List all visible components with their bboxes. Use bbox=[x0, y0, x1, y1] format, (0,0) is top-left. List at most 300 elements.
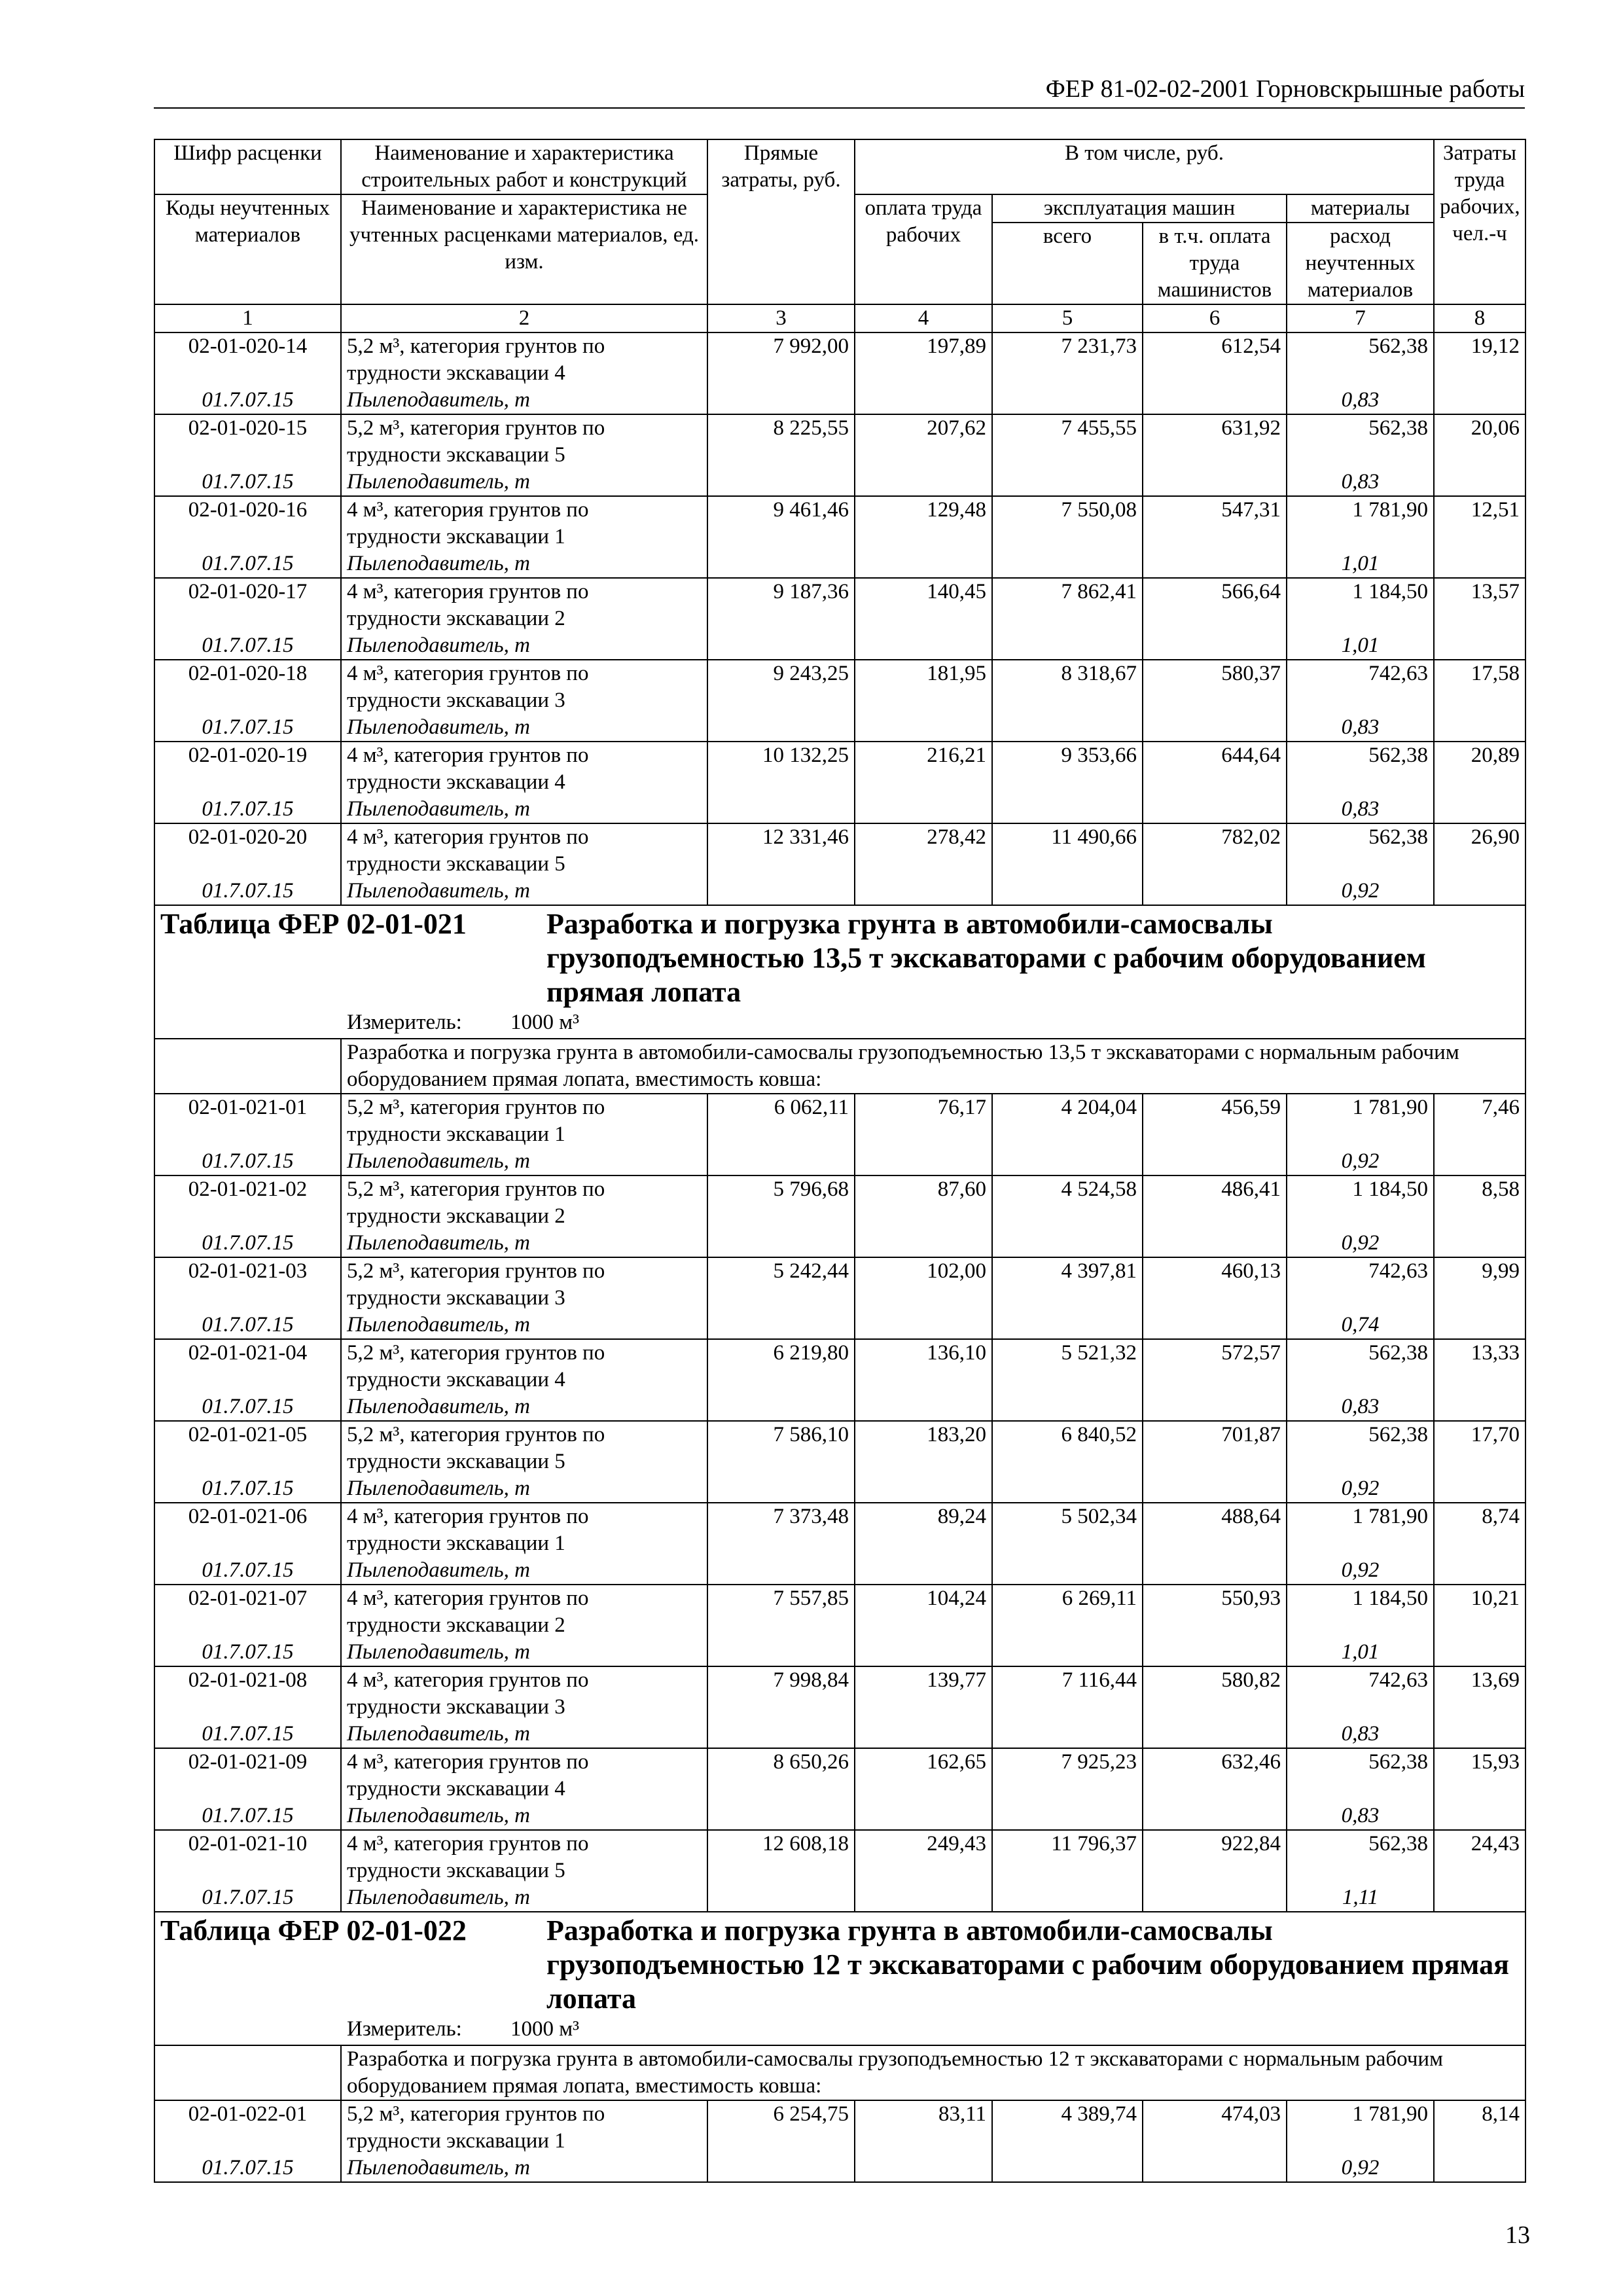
material-code: 01.7.07.15 bbox=[154, 1803, 341, 1830]
col1-top: Шифр расценки bbox=[154, 139, 341, 194]
material-code: 01.7.07.15 bbox=[154, 878, 341, 905]
rate-description bbox=[341, 823, 707, 878]
materials-cost: 1 184,50 bbox=[1287, 578, 1434, 632]
empty-cell bbox=[1143, 714, 1287, 742]
materials-cost: 562,38 bbox=[1287, 1421, 1434, 1475]
empty-cell bbox=[707, 1475, 855, 1503]
machine-cost: 7 925,23 bbox=[992, 1748, 1143, 1803]
material-name: Пылеподавитель, т bbox=[341, 1721, 707, 1748]
rate-code: 02-01-021-02 bbox=[154, 1175, 341, 1230]
empty-cell bbox=[855, 1803, 992, 1830]
materials-cost: 1 184,50 bbox=[1287, 1175, 1434, 1230]
material-code: 01.7.07.15 bbox=[154, 714, 341, 742]
table-title-cell bbox=[154, 1912, 1525, 2045]
machine-operator-cost: 488,64 bbox=[1143, 1503, 1287, 1557]
material-code: 01.7.07.15 bbox=[154, 1639, 341, 1666]
labor-cost: 249,43 bbox=[855, 1830, 992, 1884]
empty-cell bbox=[707, 714, 855, 742]
measure-value: 1000 м³ bbox=[510, 1011, 580, 1034]
empty-cell bbox=[1434, 1475, 1525, 1503]
rate-description bbox=[341, 1094, 707, 1148]
rate-description-line1: 4 м³, категория грунтов по bbox=[347, 580, 589, 603]
column-number: 3 bbox=[707, 304, 855, 332]
col5-header: всего bbox=[992, 223, 1143, 304]
rate-row bbox=[154, 1175, 1525, 1230]
material-row bbox=[154, 878, 1525, 905]
rate-description-line2: трудности экскавации 5 bbox=[347, 443, 565, 467]
column-number: 4 bbox=[855, 304, 992, 332]
rate-description-line2: трудности экскавации 3 bbox=[347, 1286, 565, 1310]
rate-row bbox=[154, 1257, 1525, 1312]
empty-cell bbox=[992, 1148, 1143, 1175]
empty-cell bbox=[1143, 632, 1287, 660]
rate-description-line2: трудности экскавации 5 bbox=[347, 1859, 565, 1882]
material-quantity: 1,01 bbox=[1287, 550, 1434, 578]
column-number: 7 bbox=[1287, 304, 1434, 332]
measure-value: 1000 м³ bbox=[510, 2017, 580, 2041]
rate-code: 02-01-020-20 bbox=[154, 823, 341, 878]
material-code: 01.7.07.15 bbox=[154, 1148, 341, 1175]
material-code: 01.7.07.15 bbox=[154, 550, 341, 578]
material-quantity: 0,83 bbox=[1287, 387, 1434, 414]
direct-cost: 6 254,75 bbox=[707, 2100, 855, 2155]
material-name: Пылеподавитель, т bbox=[341, 469, 707, 496]
empty-cell bbox=[992, 1230, 1143, 1257]
measure-label: Измеритель: bbox=[347, 2017, 462, 2041]
measure-label: Измеритель: bbox=[347, 1011, 462, 1034]
rate-row bbox=[154, 1503, 1525, 1557]
material-name: Пылеподавитель, т bbox=[341, 1393, 707, 1421]
empty-cell bbox=[992, 796, 1143, 823]
rate-description bbox=[341, 1257, 707, 1312]
rate-description-line2: трудности экскавации 3 bbox=[347, 689, 565, 712]
rate-description bbox=[341, 332, 707, 387]
rate-code: 02-01-020-17 bbox=[154, 578, 341, 632]
empty-cell bbox=[1143, 550, 1287, 578]
empty-cell bbox=[707, 1803, 855, 1830]
empty-cell bbox=[1434, 1393, 1525, 1421]
machine-operator-cost: 782,02 bbox=[1143, 823, 1287, 878]
materials-cost: 1 781,90 bbox=[1287, 1094, 1434, 1148]
rate-code: 02-01-021-07 bbox=[154, 1585, 341, 1639]
empty-cell bbox=[992, 1393, 1143, 1421]
empty-cell bbox=[992, 1557, 1143, 1585]
rate-description-line1: 5,2 м³, категория грунтов по bbox=[347, 1096, 605, 1119]
machine-operator-cost: 566,64 bbox=[1143, 578, 1287, 632]
empty-cell bbox=[707, 387, 855, 414]
empty-cell bbox=[707, 550, 855, 578]
col2-top: Наименование и характеристика строительных работ и конструкций bbox=[341, 139, 707, 194]
empty-cell bbox=[855, 1393, 992, 1421]
empty-cell bbox=[1434, 878, 1525, 905]
machine-operator-cost: 580,82 bbox=[1143, 1666, 1287, 1721]
rate-row bbox=[154, 578, 1525, 632]
measure-unit bbox=[160, 1009, 1520, 1035]
empty-cell bbox=[855, 1312, 992, 1339]
rate-code: 02-01-022-01 bbox=[154, 2100, 341, 2155]
labor-hours: 7,46 bbox=[1434, 1094, 1525, 1148]
labor-hours: 13,33 bbox=[1434, 1339, 1525, 1393]
empty-cell bbox=[707, 878, 855, 905]
material-quantity: 1,01 bbox=[1287, 632, 1434, 660]
rate-description-line1: 5,2 м³, категория грунтов по bbox=[347, 1177, 605, 1201]
material-quantity: 0,92 bbox=[1287, 878, 1434, 905]
machine-operator-cost: 550,93 bbox=[1143, 1585, 1287, 1639]
labor-cost: 183,20 bbox=[855, 1421, 992, 1475]
rate-row bbox=[154, 332, 1525, 387]
rate-description-line2: трудности экскавации 3 bbox=[347, 1695, 565, 1719]
material-name: Пылеподавитель, т bbox=[341, 1230, 707, 1257]
materials-cost: 1 184,50 bbox=[1287, 1585, 1434, 1639]
empty-cell bbox=[855, 878, 992, 905]
rate-row bbox=[154, 660, 1525, 714]
machine-operator-cost: 486,41 bbox=[1143, 1175, 1287, 1230]
labor-hours: 10,21 bbox=[1434, 1585, 1525, 1639]
machine-operator-cost: 580,37 bbox=[1143, 660, 1287, 714]
rate-description bbox=[341, 1175, 707, 1230]
labor-hours: 26,90 bbox=[1434, 823, 1525, 878]
machine-cost: 4 524,58 bbox=[992, 1175, 1143, 1230]
material-code: 01.7.07.15 bbox=[154, 1393, 341, 1421]
rate-code: 02-01-021-10 bbox=[154, 1830, 341, 1884]
material-code: 01.7.07.15 bbox=[154, 469, 341, 496]
labor-hours: 20,06 bbox=[1434, 414, 1525, 469]
empty-cell bbox=[707, 1312, 855, 1339]
empty-cell bbox=[855, 1148, 992, 1175]
table-label: Таблица ФЕР 02-01-021 bbox=[160, 908, 467, 940]
material-row bbox=[154, 1884, 1525, 1912]
material-row bbox=[154, 469, 1525, 496]
rate-row bbox=[154, 1666, 1525, 1721]
rate-description-line1: 5,2 м³, категория грунтов по bbox=[347, 1423, 605, 1446]
materials-cost: 1 781,90 bbox=[1287, 1503, 1434, 1557]
rate-row bbox=[154, 496, 1525, 550]
empty-cell bbox=[1143, 387, 1287, 414]
material-row bbox=[154, 1557, 1525, 1585]
empty-cell bbox=[1143, 1148, 1287, 1175]
rate-description-line1: 5,2 м³, категория грунтов по bbox=[347, 1259, 605, 1283]
rate-description-line2: трудности экскавации 5 bbox=[347, 852, 565, 876]
material-row bbox=[154, 796, 1525, 823]
machine-cost: 5 502,34 bbox=[992, 1503, 1143, 1557]
labor-cost: 162,65 bbox=[855, 1748, 992, 1803]
empty-cell bbox=[1434, 796, 1525, 823]
empty-cell bbox=[1143, 1557, 1287, 1585]
page-number: 13 bbox=[1505, 2221, 1530, 2249]
labor-cost: 104,24 bbox=[855, 1585, 992, 1639]
rate-description-line2: трудности экскавации 4 bbox=[347, 1777, 565, 1801]
empty-cell bbox=[1143, 1721, 1287, 1748]
machine-cost: 4 204,04 bbox=[992, 1094, 1143, 1148]
column-number: 8 bbox=[1434, 304, 1525, 332]
empty-cell bbox=[1143, 1312, 1287, 1339]
material-quantity: 0,83 bbox=[1287, 796, 1434, 823]
empty-cell bbox=[707, 1884, 855, 1912]
rate-row bbox=[154, 1421, 1525, 1475]
machine-operator-cost: 572,57 bbox=[1143, 1339, 1287, 1393]
empty-cell bbox=[1434, 1803, 1525, 1830]
direct-cost: 5 796,68 bbox=[707, 1175, 855, 1230]
rate-code: 02-01-020-16 bbox=[154, 496, 341, 550]
labor-cost: 216,21 bbox=[855, 742, 992, 796]
material-name: Пылеподавитель, т bbox=[341, 714, 707, 742]
empty-cell bbox=[1434, 632, 1525, 660]
empty-cell bbox=[992, 1721, 1143, 1748]
material-row bbox=[154, 1721, 1525, 1748]
empty-cell bbox=[707, 1639, 855, 1666]
materials-cost: 562,38 bbox=[1287, 1830, 1434, 1884]
empty-cell bbox=[1143, 1230, 1287, 1257]
rate-description-line1: 5,2 м³, категория грунтов по bbox=[347, 2102, 605, 2126]
table-intro: Разработка и погрузка грунта в автомобили-самосвалы грузоподъемностью 13,5 т экскаваторами с нормальным рабочим оборудованием прямая лопата, вместимость ковша: bbox=[341, 1039, 1525, 1094]
direct-cost: 7 992,00 bbox=[707, 332, 855, 387]
table-title-row bbox=[154, 1912, 1525, 2045]
labor-hours: 8,74 bbox=[1434, 1503, 1525, 1557]
empty-cell bbox=[1434, 1230, 1525, 1257]
rate-row bbox=[154, 1339, 1525, 1393]
rate-row bbox=[154, 1830, 1525, 1884]
empty-cell bbox=[855, 387, 992, 414]
rate-description bbox=[341, 414, 707, 469]
labor-hours: 17,58 bbox=[1434, 660, 1525, 714]
rate-description bbox=[341, 1585, 707, 1639]
labor-hours: 19,12 bbox=[1434, 332, 1525, 387]
material-row bbox=[154, 1803, 1525, 1830]
rates-table bbox=[154, 139, 1526, 2183]
material-row bbox=[154, 1475, 1525, 1503]
col7-header: расход неучтенных материалов bbox=[1287, 223, 1434, 304]
rate-description-line2: трудности экскавации 1 bbox=[347, 1532, 565, 1555]
empty-cell bbox=[992, 1803, 1143, 1830]
machine-operator-cost: 474,03 bbox=[1143, 2100, 1287, 2155]
empty-cell bbox=[154, 1039, 341, 1094]
materials-header: материалы bbox=[1287, 194, 1434, 223]
rate-code: 02-01-021-06 bbox=[154, 1503, 341, 1557]
rate-description bbox=[341, 1421, 707, 1475]
material-code: 01.7.07.15 bbox=[154, 1312, 341, 1339]
empty-cell bbox=[1434, 1312, 1525, 1339]
empty-cell bbox=[855, 469, 992, 496]
labor-hours: 20,89 bbox=[1434, 742, 1525, 796]
rate-description-line1: 5,2 м³, категория грунтов по bbox=[347, 1341, 605, 1365]
labor-hours: 9,99 bbox=[1434, 1257, 1525, 1312]
rate-row bbox=[154, 1585, 1525, 1639]
materials-cost: 1 781,90 bbox=[1287, 496, 1434, 550]
incl-header: В том числе, руб. bbox=[855, 139, 1434, 194]
machine-cost: 11 796,37 bbox=[992, 1830, 1143, 1884]
material-quantity: 0,83 bbox=[1287, 714, 1434, 742]
material-code: 01.7.07.15 bbox=[154, 387, 341, 414]
direct-cost: 7 586,10 bbox=[707, 1421, 855, 1475]
machine-cost: 8 318,67 bbox=[992, 660, 1143, 714]
empty-cell bbox=[1143, 796, 1287, 823]
rate-description-line1: 4 м³, категория грунтов по bbox=[347, 1750, 589, 1774]
col6-header: в т.ч. оплата труда машинистов bbox=[1143, 223, 1287, 304]
material-name: Пылеподавитель, т bbox=[341, 1884, 707, 1912]
material-row bbox=[154, 387, 1525, 414]
rate-row bbox=[154, 1748, 1525, 1803]
material-quantity: 0,83 bbox=[1287, 1721, 1434, 1748]
machine-cost: 9 353,66 bbox=[992, 742, 1143, 796]
direct-cost: 12 331,46 bbox=[707, 823, 855, 878]
rate-description-line2: трудности экскавации 4 bbox=[347, 770, 565, 794]
machine-cost: 4 389,74 bbox=[992, 2100, 1143, 2155]
empty-cell bbox=[855, 632, 992, 660]
rate-description bbox=[341, 1830, 707, 1884]
material-code: 01.7.07.15 bbox=[154, 1557, 341, 1585]
col3-header: Прямые затраты, руб. bbox=[707, 139, 855, 304]
machine-operator-cost: 632,46 bbox=[1143, 1748, 1287, 1803]
machine-cost: 6 269,11 bbox=[992, 1585, 1143, 1639]
material-code: 01.7.07.15 bbox=[154, 796, 341, 823]
empty-cell bbox=[992, 714, 1143, 742]
material-quantity: 0,83 bbox=[1287, 1393, 1434, 1421]
material-row bbox=[154, 1312, 1525, 1339]
rate-code: 02-01-021-08 bbox=[154, 1666, 341, 1721]
column-number: 1 bbox=[154, 304, 341, 332]
empty-cell bbox=[1434, 469, 1525, 496]
materials-cost: 562,38 bbox=[1287, 414, 1434, 469]
empty-cell bbox=[1143, 1803, 1287, 1830]
empty-cell bbox=[707, 1148, 855, 1175]
material-row bbox=[154, 550, 1525, 578]
material-name: Пылеподавитель, т bbox=[341, 550, 707, 578]
table-caption: Разработка и погрузка грунта в автомобили-самосвалы грузоподъемностью 12 т экскаваторами с рабочим оборудованием прямая лопата bbox=[546, 1914, 1509, 2015]
rate-description bbox=[341, 2100, 707, 2155]
labor-hours: 12,51 bbox=[1434, 496, 1525, 550]
rate-description-line2: трудности экскавации 4 bbox=[347, 1368, 565, 1391]
material-name: Пылеподавитель, т bbox=[341, 796, 707, 823]
material-name: Пылеподавитель, т bbox=[341, 1803, 707, 1830]
materials-cost: 562,38 bbox=[1287, 1339, 1434, 1393]
material-row bbox=[154, 714, 1525, 742]
empty-cell bbox=[992, 1884, 1143, 1912]
empty-cell bbox=[992, 632, 1143, 660]
rate-description bbox=[341, 496, 707, 550]
material-quantity: 0,92 bbox=[1287, 1475, 1434, 1503]
rate-description-line1: 5,2 м³, категория грунтов по bbox=[347, 416, 605, 440]
machine-operator-cost: 612,54 bbox=[1143, 332, 1287, 387]
material-code: 01.7.07.15 bbox=[154, 2155, 341, 2182]
direct-cost: 6 219,80 bbox=[707, 1339, 855, 1393]
empty-cell bbox=[992, 2155, 1143, 2182]
rate-description bbox=[341, 578, 707, 632]
empty-cell bbox=[1434, 550, 1525, 578]
page-header: ФЕР 81-02-02-2001 Горновскрышные работы bbox=[154, 75, 1525, 109]
rate-description-line2: трудности экскавации 2 bbox=[347, 607, 565, 630]
material-code: 01.7.07.15 bbox=[154, 1884, 341, 1912]
measure-unit bbox=[160, 2016, 1520, 2042]
rate-row bbox=[154, 2100, 1525, 2155]
rate-code: 02-01-021-09 bbox=[154, 1748, 341, 1803]
material-quantity: 0,74 bbox=[1287, 1312, 1434, 1339]
rate-description bbox=[341, 1666, 707, 1721]
empty-cell bbox=[707, 796, 855, 823]
empty-cell bbox=[1434, 2155, 1525, 2182]
empty-cell bbox=[992, 387, 1143, 414]
labor-cost: 102,00 bbox=[855, 1257, 992, 1312]
rate-description-line1: 4 м³, категория грунтов по bbox=[347, 1832, 589, 1856]
empty-cell bbox=[1143, 1884, 1287, 1912]
labor-cost: 87,60 bbox=[855, 1175, 992, 1230]
rate-description bbox=[341, 1503, 707, 1557]
material-quantity: 0,92 bbox=[1287, 1148, 1434, 1175]
labor-cost: 181,95 bbox=[855, 660, 992, 714]
rate-row bbox=[154, 414, 1525, 469]
material-name: Пылеподавитель, т bbox=[341, 632, 707, 660]
empty-cell bbox=[855, 1475, 992, 1503]
rate-description-line1: 4 м³, категория грунтов по bbox=[347, 1587, 589, 1610]
table-title bbox=[160, 1914, 1520, 2016]
empty-cell bbox=[992, 469, 1143, 496]
empty-cell bbox=[707, 1721, 855, 1748]
labor-cost: 139,77 bbox=[855, 1666, 992, 1721]
machine-operator-cost: 922,84 bbox=[1143, 1830, 1287, 1884]
labor-cost: 136,10 bbox=[855, 1339, 992, 1393]
material-name: Пылеподавитель, т bbox=[341, 1639, 707, 1666]
table-label: Таблица ФЕР 02-01-022 bbox=[160, 1914, 467, 1946]
labor-hours: 15,93 bbox=[1434, 1748, 1525, 1803]
col2-bottom: Наименование и характеристика не учтенных расценками материалов, ед. изм. bbox=[341, 194, 707, 304]
machines-header: эксплуатация машин bbox=[992, 194, 1287, 223]
material-name: Пылеподавитель, т bbox=[341, 1557, 707, 1585]
rate-code: 02-01-020-19 bbox=[154, 742, 341, 796]
labor-hours: 13,69 bbox=[1434, 1666, 1525, 1721]
rate-description-line1: 4 м³, категория грунтов по bbox=[347, 1668, 589, 1692]
empty-cell bbox=[1434, 714, 1525, 742]
rate-code: 02-01-021-01 bbox=[154, 1094, 341, 1148]
rate-code: 02-01-021-04 bbox=[154, 1339, 341, 1393]
labor-hours: 24,43 bbox=[1434, 1830, 1525, 1884]
empty-cell bbox=[1434, 1884, 1525, 1912]
labor-hours: 8,14 bbox=[1434, 2100, 1525, 2155]
material-code: 01.7.07.15 bbox=[154, 1721, 341, 1748]
rate-description-line1: 4 м³, категория грунтов по bbox=[347, 825, 589, 849]
machine-operator-cost: 547,31 bbox=[1143, 496, 1287, 550]
direct-cost: 10 132,25 bbox=[707, 742, 855, 796]
rate-description-line2: трудности экскавации 1 bbox=[347, 525, 565, 548]
direct-cost: 9 187,36 bbox=[707, 578, 855, 632]
rate-description bbox=[341, 742, 707, 796]
material-name: Пылеподавитель, т bbox=[341, 1312, 707, 1339]
materials-cost: 562,38 bbox=[1287, 823, 1434, 878]
labor-hours: 13,57 bbox=[1434, 578, 1525, 632]
empty-cell bbox=[1434, 387, 1525, 414]
labor-cost: 207,62 bbox=[855, 414, 992, 469]
direct-cost: 9 461,46 bbox=[707, 496, 855, 550]
material-row bbox=[154, 632, 1525, 660]
material-quantity: 1,11 bbox=[1287, 1884, 1434, 1912]
labor-cost: 89,24 bbox=[855, 1503, 992, 1557]
material-code: 01.7.07.15 bbox=[154, 1230, 341, 1257]
rate-code: 02-01-021-03 bbox=[154, 1257, 341, 1312]
empty-cell bbox=[992, 1312, 1143, 1339]
rate-code: 02-01-021-05 bbox=[154, 1421, 341, 1475]
empty-cell bbox=[707, 469, 855, 496]
materials-cost: 562,38 bbox=[1287, 332, 1434, 387]
empty-cell bbox=[707, 1557, 855, 1585]
material-code: 01.7.07.15 bbox=[154, 1475, 341, 1503]
rate-description-line1: 5,2 м³, категория грунтов по bbox=[347, 334, 605, 358]
material-name: Пылеподавитель, т bbox=[341, 2155, 707, 2182]
material-row bbox=[154, 1393, 1525, 1421]
column-number: 6 bbox=[1143, 304, 1287, 332]
table-title bbox=[160, 907, 1520, 1009]
materials-cost: 742,63 bbox=[1287, 1666, 1434, 1721]
rate-description-line1: 4 м³, категория грунтов по bbox=[347, 662, 589, 685]
rate-description-line1: 4 м³, категория грунтов по bbox=[347, 1505, 589, 1528]
empty-cell bbox=[855, 1884, 992, 1912]
